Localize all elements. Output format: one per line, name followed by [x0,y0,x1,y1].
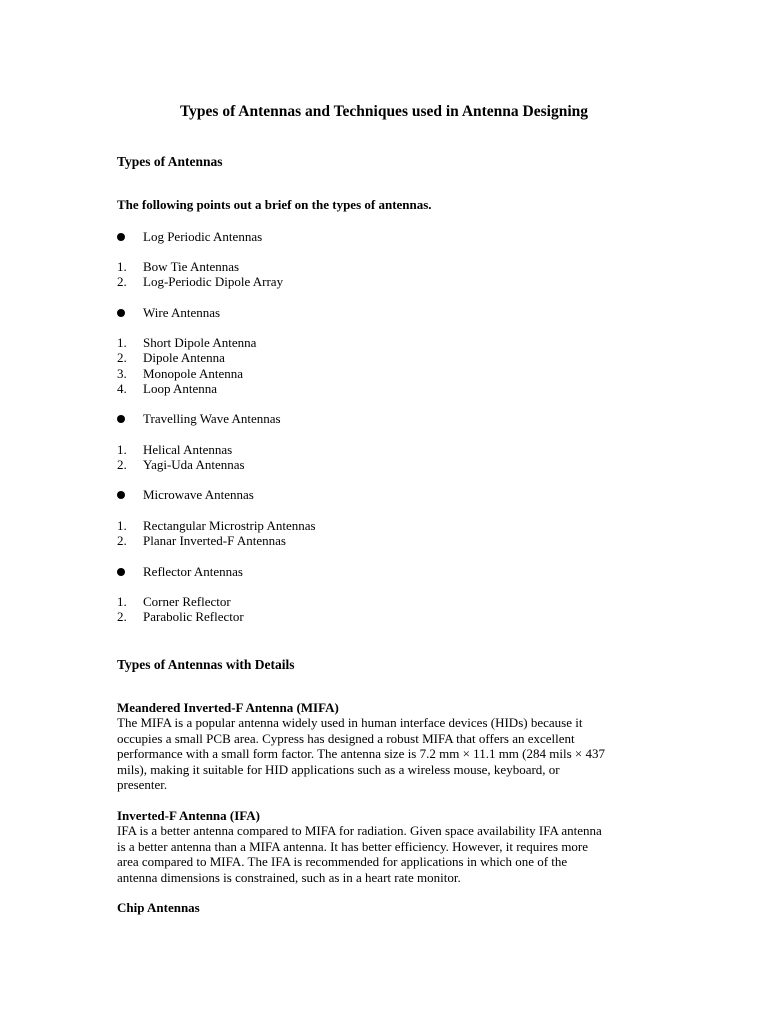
detail-line: antenna dimensions is constrained, such as in a heart rate monitor. [117,869,461,885]
list-item-text: Yagi-Uda Antennas [143,457,245,473]
section-heading-details: Types of Antennas with Details [117,657,295,672]
detail-line: is a better antenna than a MIFA antenna. It has better efficiency. However, it requires more [117,838,589,854]
list-item [117,609,617,624]
list-item [117,381,617,396]
list-number: 2. [117,350,127,366]
list-number: 1. [117,442,127,457]
list-item [117,259,617,274]
list-item-text: Parabolic Reflector [143,609,244,625]
bullet-label: Reflector Antennas [143,564,243,579]
intro-text: The following points out a brief on the types of antennas. [117,197,432,212]
bullet-dot-icon [117,491,125,499]
detail-line: area compared to MIFA. The IFA is recommended for applications in which one of the [117,854,568,870]
document-title: Types of Antennas and Techniques used in Antenna Designing [179,103,589,120]
list-item [117,366,617,381]
detail-line: presenter. [117,777,168,793]
list-item-text: Corner Reflector [143,594,231,609]
list-item [117,274,617,289]
list-item-text: Helical Antennas [143,442,233,457]
numbered-list [117,259,617,290]
section-heading-types: Types of Antennas [117,154,223,169]
numbered-list [117,594,617,625]
bullet-label: Log Periodic Antennas [143,229,263,244]
list-item [117,533,617,548]
bullet-dot-icon [117,568,125,576]
list-item-text: Rectangular Microstrip Antennas [143,518,316,533]
list-item-text: Short Dipole Antenna [143,335,257,350]
list-item [117,335,617,350]
bullet-item [117,305,617,321]
list-item [117,350,617,365]
detail-line: mils), making it suitable for HID applications such as a wireless mouse, keyboard, or [117,761,560,777]
list-number: 2. [117,609,127,625]
detail-section-chip [117,900,657,915]
list-item [117,518,617,533]
list-item-text: Log-Periodic Dipole Array [143,274,284,290]
bullet-label: Travelling Wave Antennas [143,411,281,426]
list-item-text: Bow Tie Antennas [143,259,240,274]
list-number: 4. [117,380,127,396]
list-item-text: Loop Antenna [143,380,218,396]
list-item [117,457,617,472]
list-item-text: Monopole Antenna [143,365,244,381]
bullet-dot-icon [117,309,125,317]
list-item [117,442,617,457]
list-number: 1. [117,335,127,350]
detail-section-ifa [117,808,657,885]
bullet-item [117,564,617,580]
numbered-list [117,442,617,473]
list-item-text: Planar Inverted-F Antennas [143,533,286,549]
bullet-dot-icon [117,233,125,241]
list-number: 1. [117,518,127,533]
list-item [117,594,617,609]
detail-line: occupies a small PCB area. Cypress has designed a robust MIFA that offers an excellent [117,730,575,746]
bullet-label: Microwave Antennas [143,487,254,502]
list-number: 3. [117,365,127,381]
bullet-item [117,487,617,503]
detail-line: IFA is a better antenna compared to MIFA for radiation. Given space availability IFA antenna [117,823,602,839]
list-number: 2. [117,274,127,290]
detail-title: Chip Antennas [117,900,200,915]
bullet-label: Wire Antennas [143,305,221,320]
detail-title: Meandered Inverted-F Antenna (MIFA) [117,700,339,715]
list-number: 1. [117,259,127,274]
detail-line: performance with a small form factor. The antenna size is 7.2 mm × 11.1 mm (284 mils × 437 [117,746,605,762]
bullet-item [117,229,617,245]
numbered-list [117,335,617,396]
detail-line: The MIFA is a popular antenna widely used in human interface devices (HIDs) because it [117,715,583,731]
list-number: 2. [117,457,127,473]
numbered-list [117,518,617,549]
detail-title: Inverted-F Antenna (IFA) [117,808,260,823]
list-item-text: Dipole Antenna [143,350,225,366]
detail-section-mifa [117,700,657,792]
list-number: 2. [117,533,127,549]
bullet-dot-icon [117,415,125,423]
list-number: 1. [117,594,127,609]
bullet-item [117,411,617,427]
